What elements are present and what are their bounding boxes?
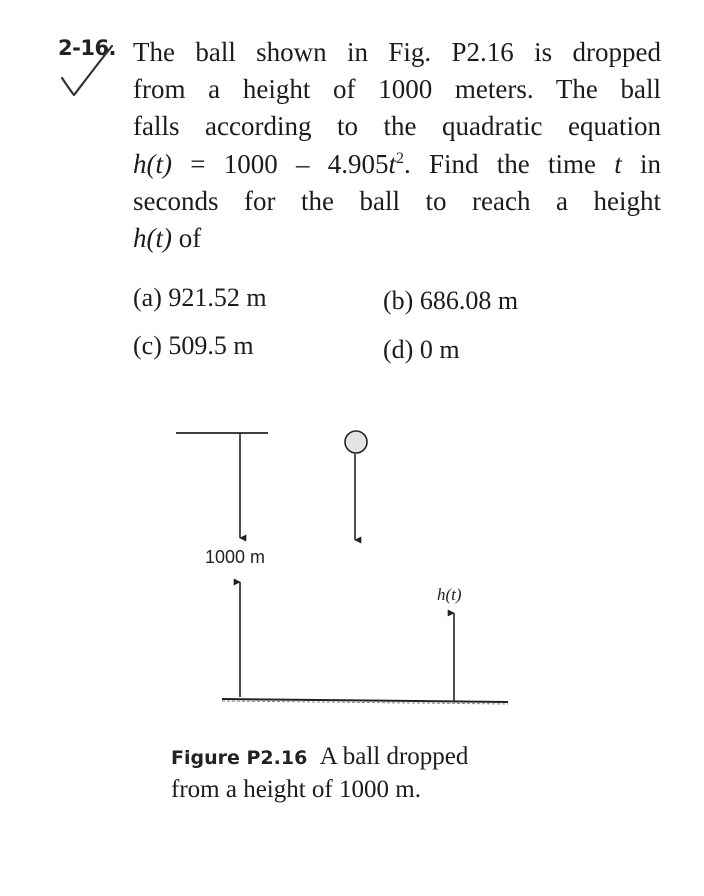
choice-value: 686.08 m (419, 286, 519, 315)
problem-line-2: from a height of 1000 meters. The ball (133, 74, 661, 105)
choice-label: (d) (383, 335, 414, 364)
choice-label: (c) (133, 331, 162, 360)
time-variable: t (614, 148, 622, 179)
problem-line-6-tail: of (171, 222, 202, 253)
height-dimension-label: 1000 m (205, 547, 266, 567)
ball-icon (345, 431, 367, 453)
equation-variable: t (388, 148, 396, 179)
equation-tail: . Find the time (403, 148, 596, 179)
choice-value: 921.52 m (168, 283, 267, 312)
problem-number: 2-16. (58, 36, 117, 60)
equation-in: in (621, 148, 661, 179)
problem-line-1: The ball shown in Fig. P2.16 is dropped (133, 37, 661, 67)
choice-value: 0 m (419, 335, 460, 364)
choice-label: (b) (383, 286, 414, 315)
figure-caption (171, 741, 511, 806)
equation-exponent: 2 (395, 149, 404, 167)
height-function: h(t) (133, 222, 172, 253)
caption-label: Figure P2.16 (171, 747, 308, 769)
equation-rhs: = 1000 – 4.905 (171, 148, 389, 179)
choice-label: (a) (133, 283, 162, 312)
ball-height-label: h(t) (437, 585, 462, 604)
caption-line-2: from a height of 1000 m. (171, 776, 421, 803)
problem-line-5: seconds for the ball to reach a height (133, 185, 661, 216)
problem-line-3: falls according to the quadratic equation (133, 111, 661, 142)
caption-text: A ball dropped (319, 743, 469, 770)
choice-value: 509.5 m (168, 331, 254, 360)
equation-lhs: h(t) (133, 148, 172, 179)
